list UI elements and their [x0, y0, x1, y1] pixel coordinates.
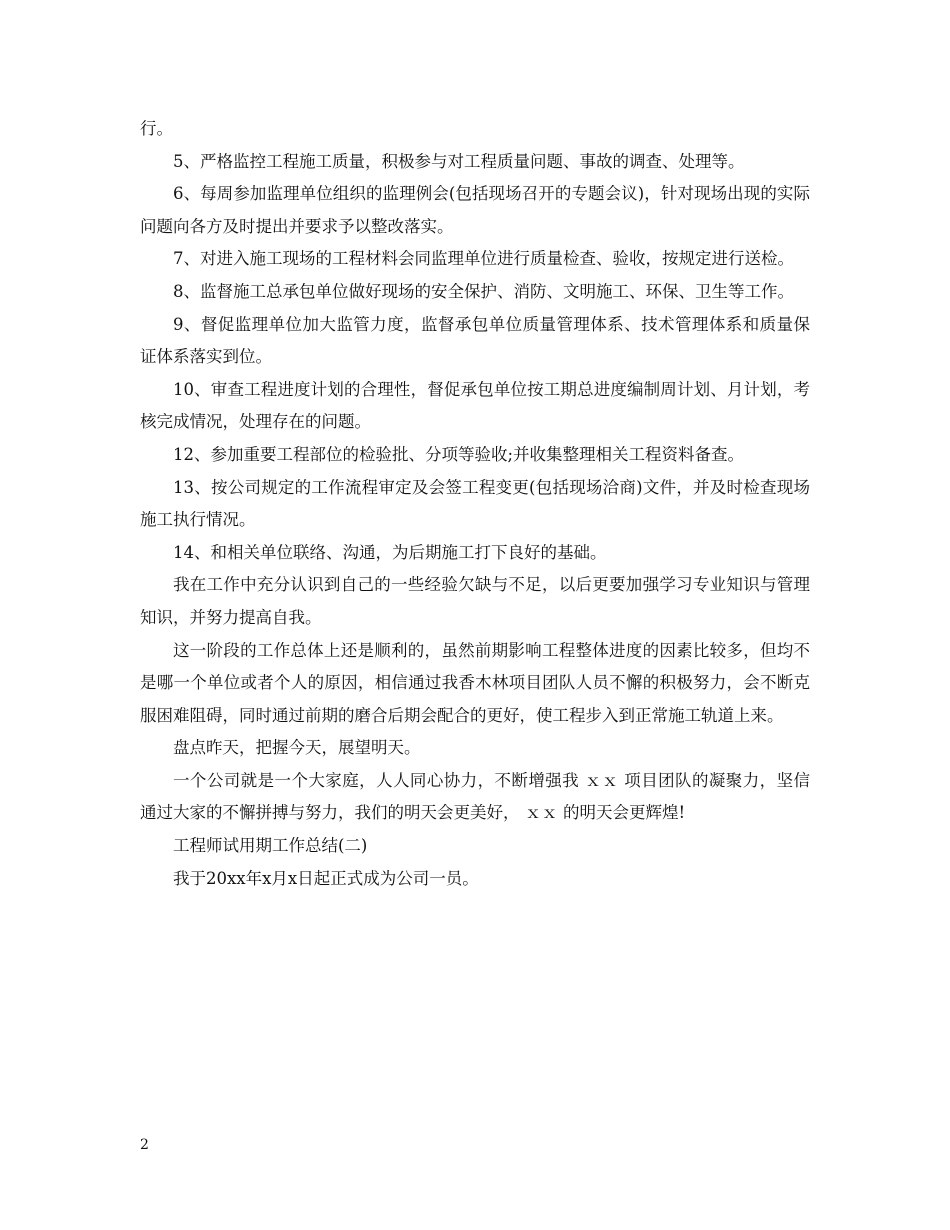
paragraph: 5、严格监控工程施工质量，积极参与对工程质量问题、事故的调查、处理等。	[173, 151, 745, 171]
paragraph: 12、参加重要工程部位的检验批、分项等验收;并收集整理相关工程资料备查。	[173, 444, 745, 464]
paragraph: 8、监督施工总承包单位做好现场的安全保护、消防、文明施工、环保、卫生等工作。	[173, 281, 794, 301]
paragraph: 6、每周参加监理单位组织的监理例会(包括现场召开的专题会议)，针对现场出现的实际问题向各方及时提出并要求予以整改落实。	[140, 184, 810, 236]
section-heading: 工程师试用期工作总结(二)	[173, 836, 368, 856]
paragraph: 行。	[140, 119, 173, 138]
paragraph: 盘点昨天，把握今天，展望明天。	[173, 738, 421, 758]
paragraph: 10、审查工程进度计划的合理性，督促承包单位按工期总进度编制周计划、月计划，考核完成情况，处理存在的问题。	[140, 379, 810, 432]
paragraph: 13、按公司规定的工作流程审定及会签工程变更(包括现场洽商)文件，并及时检查现场施工执行情况。	[140, 477, 810, 530]
paragraph: 14、和相关单位联络、沟通，为后期施工打下良好的基础。	[173, 542, 607, 562]
paragraph: 9、督促监理单位加大监管力度，监督承包单位质量管理体系、技术管理体系和质量保证体系落实到位。	[140, 314, 810, 367]
document-body	[140, 113, 810, 895]
paragraph: 我在工作中充分认识到自己的一些经验欠缺与不足，以后更要加强学习专业知识与管理知识，并努力提高自我。	[140, 575, 810, 627]
paragraph: 7、对进入施工现场的工程材料会同监理单位进行质量检查、验收，按规定进行送检。	[173, 249, 794, 269]
paragraph: 一个公司就是一个大家庭，人人同心协力，不断增强我 ｘｘ 项目团队的凝聚力，坚信通过大家的不懈拼搏与努力，我们的明天会更美好， ｘｘ 的明天会更辉煌!	[140, 770, 810, 823]
paragraph: 我于20xx年x月x日起正式成为公司一员。	[173, 868, 479, 888]
paragraph: 这一阶段的工作总体上还是顺利的，虽然前期影响工程整体进度的因素比较多，但均不是哪一个单位或者个人的原因，相信通过我香木林项目团队人员不懈的积极努力，会不断克服困难阻碍，同时通过前期的磨合后期会配合的更好，使工程步入到正常施工轨道上来。	[140, 640, 810, 725]
page-number: 2	[140, 1137, 149, 1153]
